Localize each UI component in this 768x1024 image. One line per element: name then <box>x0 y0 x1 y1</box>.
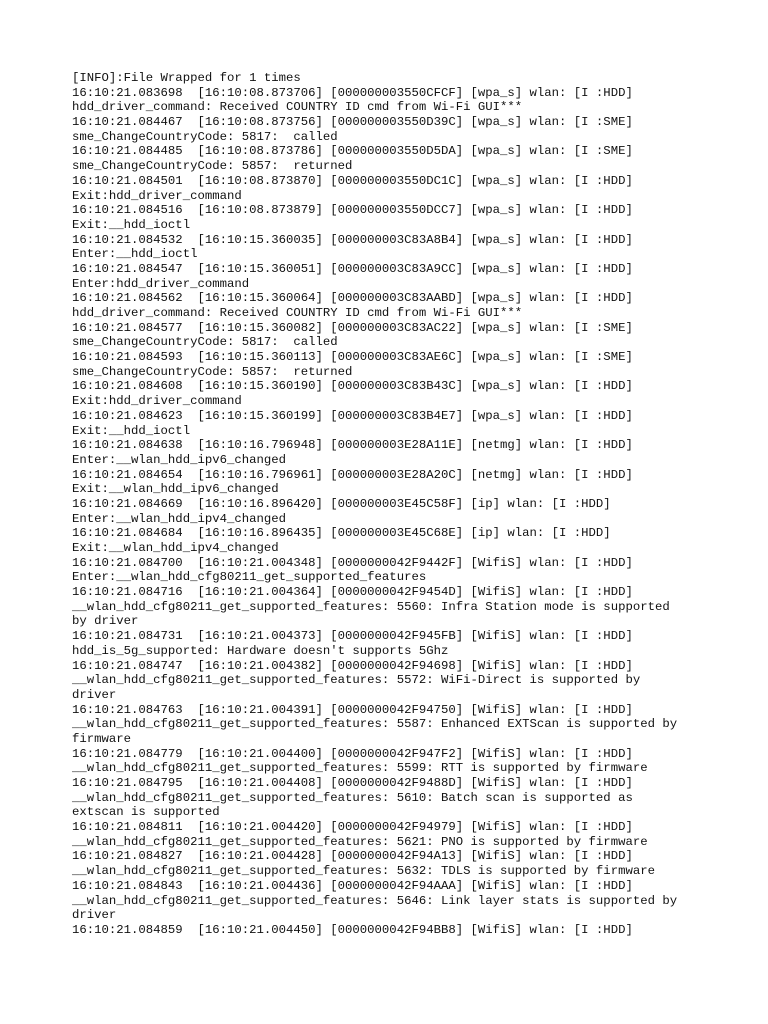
log-line: Exit:hdd_driver_command <box>72 394 242 409</box>
log-line: 16:10:21.084532 [16:10:15.360035] [000000003C83A8B4] [wpa_s] wlan: [I :HDD] <box>72 232 633 247</box>
log-line: Enter:__wlan_hdd_cfg80211_get_supported_features <box>72 570 427 585</box>
log-document <box>72 71 702 938</box>
log-line: __wlan_hdd_cfg80211_get_supported_features: 5560: Infra Station mode is supported <box>72 599 670 614</box>
log-line: 16:10:21.084700 [16:10:21.004348] [0000000042F9442F] [WifiS] wlan: [I :HDD] <box>72 555 633 570</box>
log-line: extscan is supported <box>72 805 220 820</box>
log-line: 16:10:21.084716 [16:10:21.004364] [0000000042F9454D] [WifiS] wlan: [I :HDD] <box>72 585 633 600</box>
log-line: Exit:__wlan_hdd_ipv4_changed <box>72 541 279 555</box>
log-line: sme_ChangeCountryCode: 5857: returned <box>72 159 353 174</box>
log-line: 16:10:21.084684 [16:10:16.896435] [000000003E45C68E] [ip] wlan: [I :HDD] <box>72 526 611 541</box>
log-line: Enter:__wlan_hdd_ipv6_changed <box>72 452 287 467</box>
log-line: 16:10:21.084827 [16:10:21.004428] [0000000042F94A13] [WifiS] wlan: [I :HDD] <box>72 849 633 864</box>
log-line: __wlan_hdd_cfg80211_get_supported_features: 5632: TDLS is supported by firmware <box>72 864 655 879</box>
log-line: 16:10:21.084501 [16:10:08.873870] [000000003550DC1C] [wpa_s] wlan: [I :HDD] <box>72 173 633 188</box>
log-line: 16:10:21.084859 [16:10:21.004450] [0000000042F94BB8] [WifiS] wlan: [I :HDD] <box>72 922 633 937</box>
log-line: Enter:hdd_driver_command <box>72 276 250 291</box>
log-line: firmware <box>72 731 132 746</box>
log-line: 16:10:21.084731 [16:10:21.004373] [0000000042F945FB] [WifiS] wlan: [I :HDD] <box>72 629 633 644</box>
log-line: sme_ChangeCountryCode: 5817: called <box>72 335 338 350</box>
log-line: 16:10:21.084763 [16:10:21.004391] [0000000042F94750] [WifiS] wlan: [I :HDD] <box>72 702 633 717</box>
log-line: Enter:__hdd_ioctl <box>72 247 198 262</box>
log-line: __wlan_hdd_cfg80211_get_supported_features: 5646: Link layer stats is supported by <box>72 893 678 908</box>
log-line: 16:10:21.084547 [16:10:15.360051] [000000003C83A9CC] [wpa_s] wlan: [I :HDD] <box>72 261 633 276</box>
log-line: __wlan_hdd_cfg80211_get_supported_features: 5610: Batch scan is supported as <box>72 790 633 805</box>
log-line: hdd_driver_command: Received COUNTRY ID cmd from Wi-Fi GUI*** <box>72 306 523 320</box>
log-line: [INFO]:File Wrapped for 1 times <box>72 71 301 85</box>
log-line: sme_ChangeCountryCode: 5857: returned <box>72 364 353 379</box>
log-line: 16:10:21.083698 [16:10:08.873706] [000000003550CFCF] [wpa_s] wlan: [I :HDD] <box>72 85 633 100</box>
log-line: 16:10:21.084593 [16:10:15.360113] [000000003C83AE6C] [wpa_s] wlan: [I :SME] <box>72 350 633 365</box>
log-line: 16:10:21.084747 [16:10:21.004382] [0000000042F94698] [WifiS] wlan: [I :HDD] <box>72 658 633 673</box>
log-line: driver <box>72 908 117 923</box>
log-line: __wlan_hdd_cfg80211_get_supported_features: 5621: PNO is supported by firmware <box>72 834 648 849</box>
log-line: 16:10:21.084577 [16:10:15.360082] [000000003C83AC22] [wpa_s] wlan: [I :SME] <box>72 320 633 335</box>
log-line: 16:10:21.084795 [16:10:21.004408] [0000000042F9488D] [WifiS] wlan: [I :HDD] <box>72 776 633 790</box>
log-line: Exit:__hdd_ioctl <box>72 217 191 232</box>
log-line: 16:10:21.084654 [16:10:16.796961] [000000003E28A20C] [netmg] wlan: [I :HDD] <box>72 467 633 482</box>
log-line: __wlan_hdd_cfg80211_get_supported_features: 5587: Enhanced EXTScan is supported by <box>72 717 678 732</box>
log-line: 16:10:21.084669 [16:10:16.896420] [000000003E45C58F] [ip] wlan: [I :HDD] <box>72 496 611 511</box>
log-line: sme_ChangeCountryCode: 5817: called <box>72 129 338 144</box>
log-line: 16:10:21.084779 [16:10:21.004400] [0000000042F947F2] [WifiS] wlan: [I :HDD] <box>72 746 633 761</box>
log-line: 16:10:21.084516 [16:10:08.873879] [000000003550DCC7] [wpa_s] wlan: [I :HDD] <box>72 203 633 218</box>
log-line: Enter:__wlan_hdd_ipv4_changed <box>72 511 287 526</box>
log-line: Exit:hdd_driver_command <box>72 188 242 203</box>
log-line: __wlan_hdd_cfg80211_get_supported_features: 5599: RTT is supported by firmware <box>72 761 648 776</box>
log-line: 16:10:21.084608 [16:10:15.360190] [000000003C83B43C] [wpa_s] wlan: [I :HDD] <box>72 379 633 394</box>
log-line: hdd_driver_command: Received COUNTRY ID cmd from Wi-Fi GUI*** <box>72 100 523 115</box>
log-line: Exit:__hdd_ioctl <box>72 423 191 438</box>
log-line: by driver <box>72 614 139 629</box>
log-line: __wlan_hdd_cfg80211_get_supported_features: 5572: WiFi-Direct is supported by <box>72 673 641 688</box>
log-line: Exit:__wlan_hdd_ipv6_changed <box>72 482 279 497</box>
log-line: 16:10:21.084843 [16:10:21.004436] [0000000042F94AAA] [WifiS] wlan: [I :HDD] <box>72 878 633 893</box>
log-line: 16:10:21.084638 [16:10:16.796948] [000000003E28A11E] [netmg] wlan: [I :HDD] <box>72 438 633 453</box>
log-line: hdd_is_5g_supported: Hardware doesn't supports 5Ghz <box>72 643 449 658</box>
log-line: 16:10:21.084562 [16:10:15.360064] [000000003C83AABD] [wpa_s] wlan: [I :HDD] <box>72 291 633 306</box>
log-line: 16:10:21.084485 [16:10:08.873786] [000000003550D5DA] [wpa_s] wlan: [I :SME] <box>72 144 633 159</box>
log-line: 16:10:21.084467 [16:10:08.873756] [000000003550D39C] [wpa_s] wlan: [I :SME] <box>72 115 633 130</box>
log-line: 16:10:21.084623 [16:10:15.360199] [000000003C83B4E7] [wpa_s] wlan: [I :HDD] <box>72 408 633 423</box>
log-line: driver <box>72 687 117 702</box>
log-line: 16:10:21.084811 [16:10:21.004420] [0000000042F94979] [WifiS] wlan: [I :HDD] <box>72 820 633 835</box>
